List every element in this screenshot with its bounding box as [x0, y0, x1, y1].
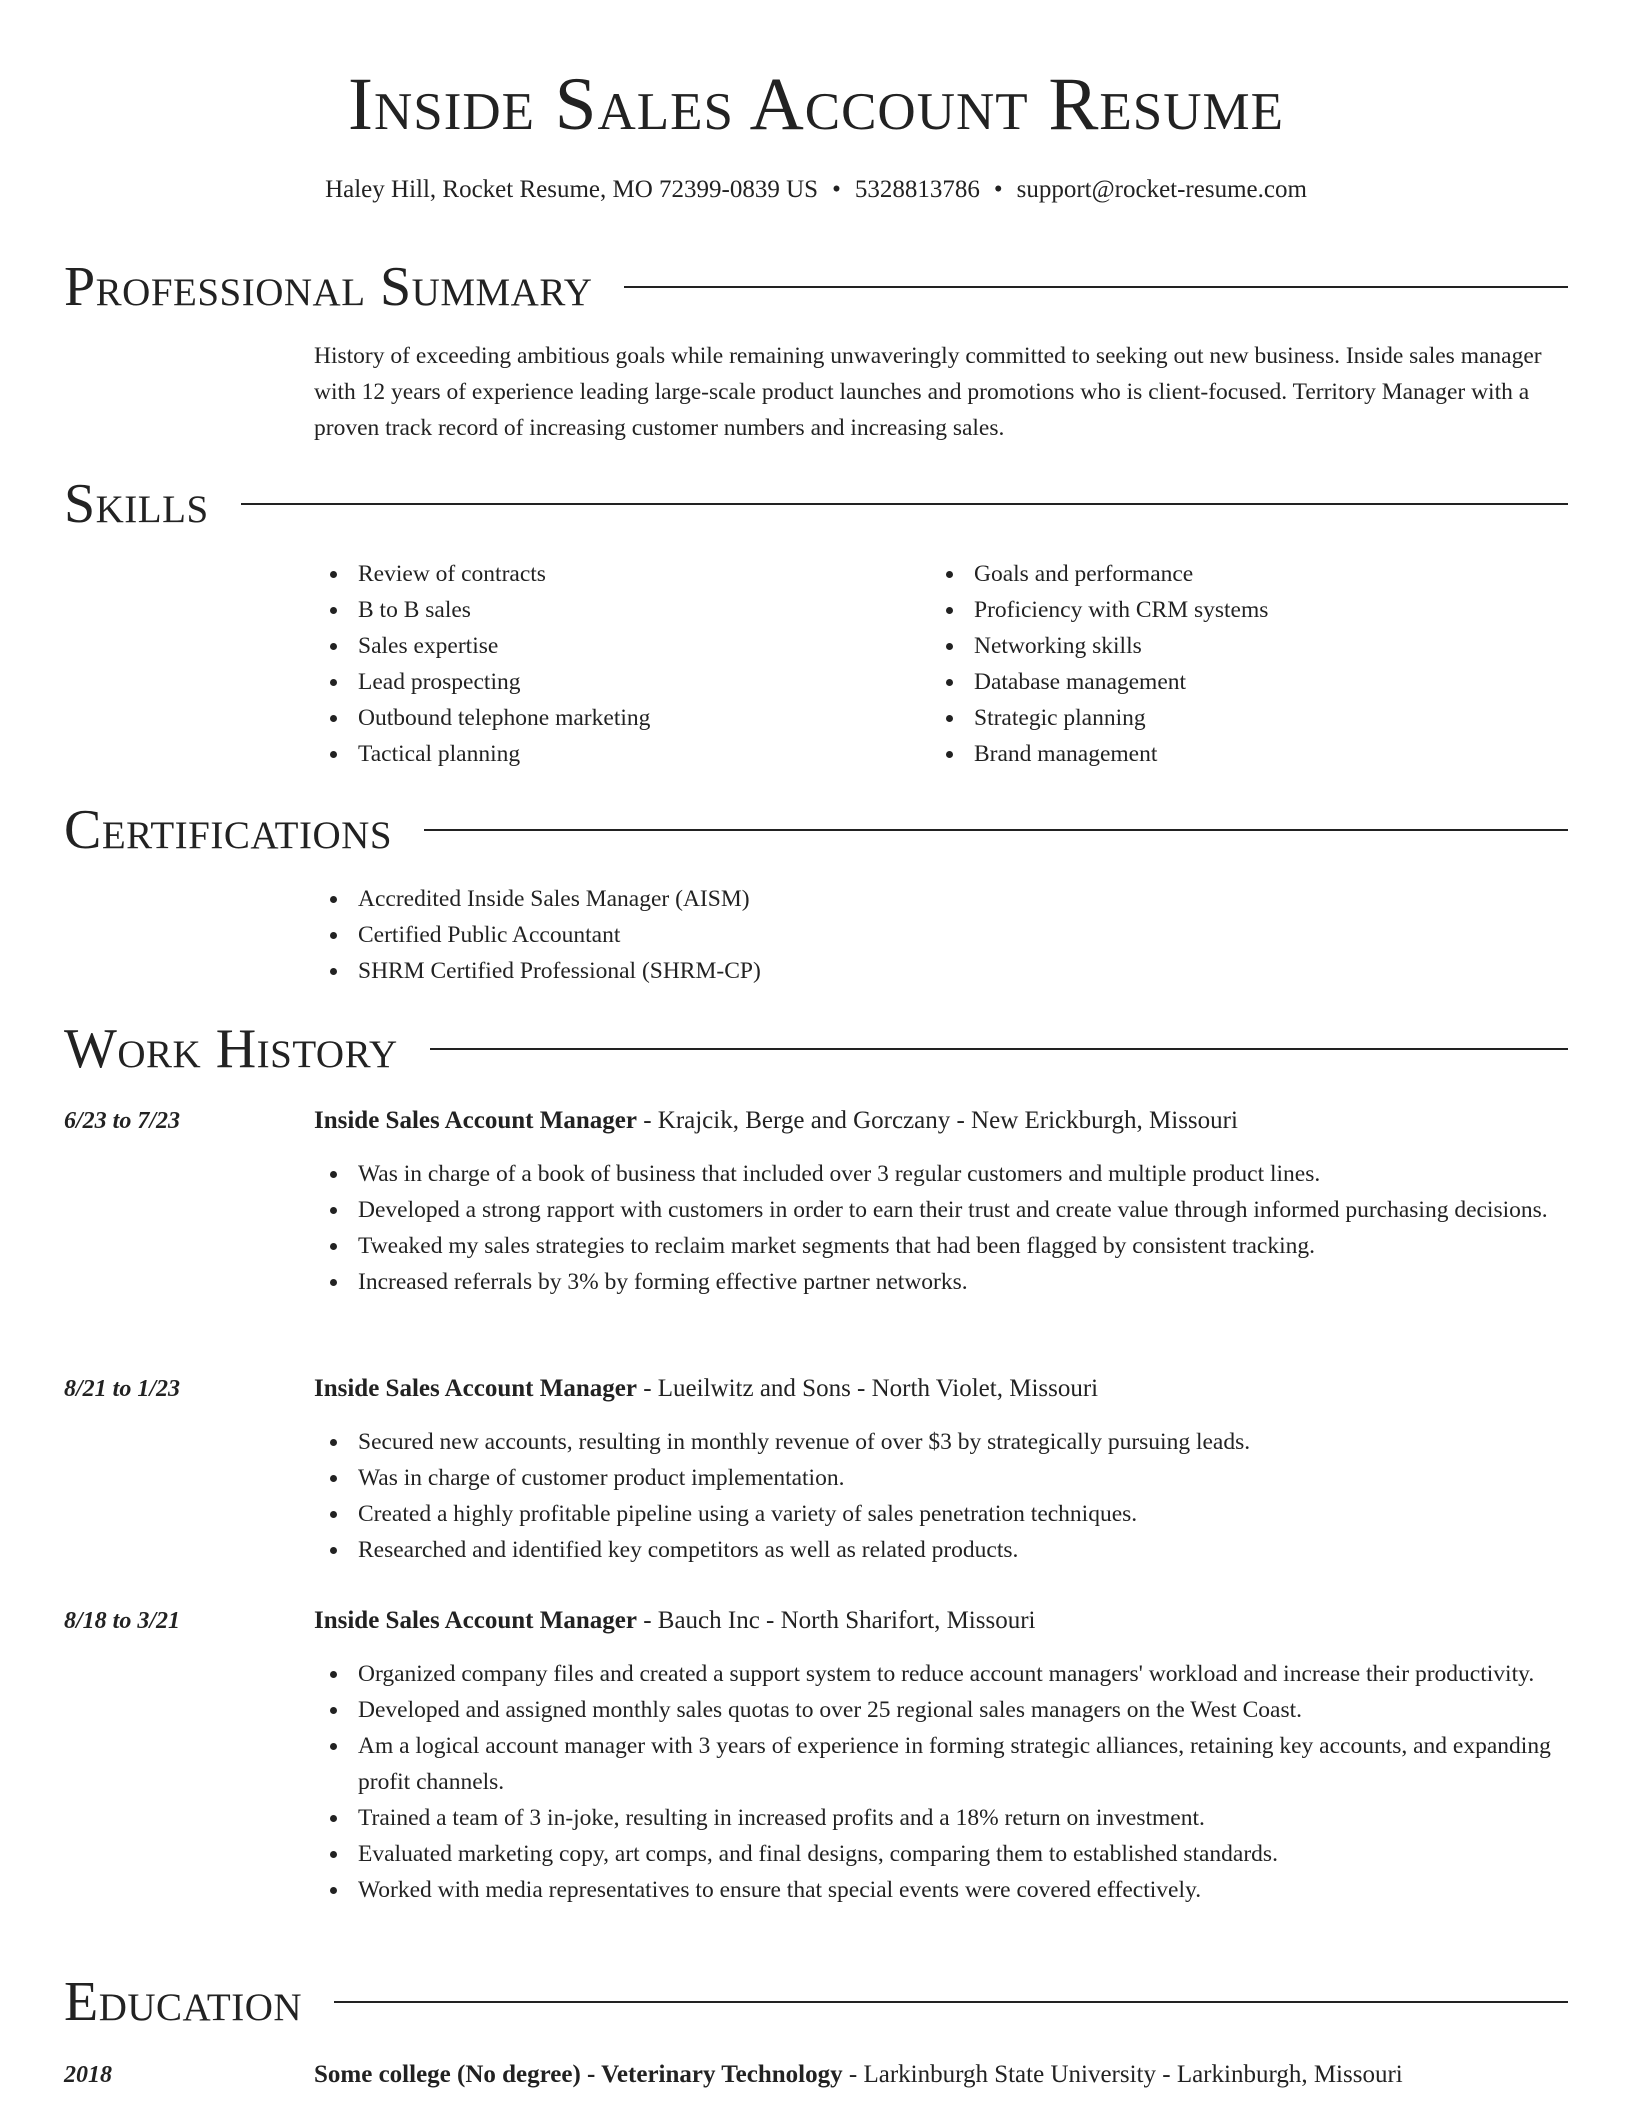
certifications-list: [314, 881, 1568, 989]
job-bullet: Increased referrals by 3% by forming effective partner networks.: [314, 1264, 1568, 1300]
skill-item: Sales expertise: [314, 628, 914, 664]
section-divider: [430, 1048, 1568, 1050]
summary-heading: Professional Summary: [64, 256, 593, 318]
job-bullet-list: [314, 1424, 1568, 1568]
job-employer: - Bauch Inc - North Sharifort, Missouri: [636, 1607, 1036, 1634]
section-divider: [334, 2001, 1568, 2003]
contact-phone: 5328813786: [854, 176, 980, 203]
job-bullet: Worked with media representatives to ensure that special events were covered effectively.: [314, 1872, 1568, 1908]
skill-item: B to B sales: [314, 592, 914, 628]
education-entry: [314, 2057, 1568, 2093]
job-heading: [314, 1371, 1568, 1407]
job-bullet: Evaluated marketing copy, art comps, and final designs, comparing them to established standards.: [314, 1836, 1568, 1872]
job-title: Inside Sales Account Manager: [314, 1375, 637, 1402]
job-title: Inside Sales Account Manager: [314, 1607, 637, 1634]
job-bullet-list: [314, 1156, 1568, 1300]
page-title: Inside Sales Account Resume: [347, 63, 1285, 146]
skill-item: Networking skills: [930, 628, 1568, 664]
job-bullet: Created a highly profitable pipeline using a variety of sales penetration techniques.: [314, 1496, 1568, 1532]
job-title: Inside Sales Account Manager: [314, 1107, 637, 1134]
education-section-header: [64, 1970, 1568, 2034]
certification-item: SHRM Certified Professional (SHRM-CP): [314, 953, 1568, 989]
job-employer: - Krajcik, Berge and Gorczany - New Erickburgh, Missouri: [636, 1107, 1238, 1134]
skill-item: Review of contracts: [314, 556, 914, 592]
section-divider: [424, 829, 1568, 831]
job-bullet: Was in charge of a book of business that included over 3 regular customers and multiple product lines.: [314, 1156, 1568, 1192]
skill-item: Goals and performance: [930, 556, 1568, 592]
job-dates: 8/18 to 3/21: [64, 1608, 181, 1634]
job-dates: 8/21 to 1/23: [64, 1376, 181, 1402]
skill-item: Brand management: [930, 736, 1568, 772]
contact-separator: •: [993, 176, 1003, 203]
job-heading: [314, 1603, 1568, 1639]
education-year: 2018: [64, 2062, 112, 2088]
job-bullet: Was in charge of customer product implementation.: [314, 1460, 1568, 1496]
certification-item: Accredited Inside Sales Manager (AISM): [314, 881, 1568, 917]
skills-heading: Skills: [64, 473, 209, 535]
skill-item: Lead prospecting: [314, 664, 914, 700]
skills-list-left: [314, 556, 914, 772]
skill-item: Proficiency with CRM systems: [930, 592, 1568, 628]
education-heading: Education: [64, 1971, 303, 2033]
contact-line: [0, 174, 1632, 206]
job-bullet: Organized company files and created a support system to reduce account managers' workload and increase their productivity.: [314, 1656, 1568, 1692]
contact-separator: •: [832, 176, 841, 203]
contact-address: Haley Hill, Rocket Resume, MO 72399-0839 US: [325, 176, 819, 203]
skills-section-header: [64, 472, 1568, 536]
summary-text: History of exceeding ambitious goals while remaining unwaveringly committed to seeking out new business. Inside sales manager with 12 years of experience leading large-scale product launches and promotions who is client-focused. Territory Manager with a proven track record of increasing customer numbers and increasing sales.: [314, 343, 1542, 441]
skills-list-right: [930, 556, 1568, 772]
certification-item: Certified Public Accountant: [314, 917, 1568, 953]
skill-item: Outbound telephone marketing: [314, 700, 914, 736]
job-bullet-list: [314, 1656, 1568, 1908]
job-bullet: Researched and identified key competitors as well as related products.: [314, 1532, 1568, 1568]
work-history-heading: Work History: [64, 1018, 398, 1080]
summary-section-header: [64, 255, 1568, 319]
certifications-section-header: [64, 798, 1568, 862]
job-bullet: Am a logical account manager with 3 years of experience in forming strategic alliances, retaining key accounts, and expanding profit channels.: [314, 1728, 1568, 1800]
skill-item: Strategic planning: [930, 700, 1568, 736]
education-degree: Some college (No degree) - Veterinary Technology: [314, 2061, 843, 2088]
contact-email: support@rocket-resume.com: [1016, 176, 1307, 203]
job-bullet: Secured new accounts, resulting in monthly revenue of over $3 by strategically pursuing leads.: [314, 1424, 1568, 1460]
skill-item: Database management: [930, 664, 1568, 700]
job-bullet: Developed and assigned monthly sales quotas to over 25 regional sales managers on the West Coast.: [314, 1692, 1568, 1728]
job-bullet: Tweaked my sales strategies to reclaim market segments that had been flagged by consistent tracking.: [314, 1228, 1568, 1264]
work-history-section-header: [64, 1017, 1568, 1081]
job-bullet: Developed a strong rapport with customers in order to earn their trust and create value through informed purchasing decisions.: [314, 1192, 1568, 1228]
section-divider: [241, 503, 1568, 505]
job-heading: [314, 1103, 1568, 1139]
education-school: - Larkinburgh State University - Larkinburgh, Missouri: [842, 2061, 1403, 2088]
section-divider: [624, 286, 1568, 288]
job-bullet: Trained a team of 3 in-joke, resulting in increased profits and a 18% return on investment.: [314, 1800, 1568, 1836]
job-employer: - Lueilwitz and Sons - North Violet, Missouri: [636, 1375, 1099, 1402]
job-dates: 6/23 to 7/23: [64, 1108, 181, 1134]
certifications-heading: Certifications: [64, 799, 393, 861]
skill-item: Tactical planning: [314, 736, 914, 772]
